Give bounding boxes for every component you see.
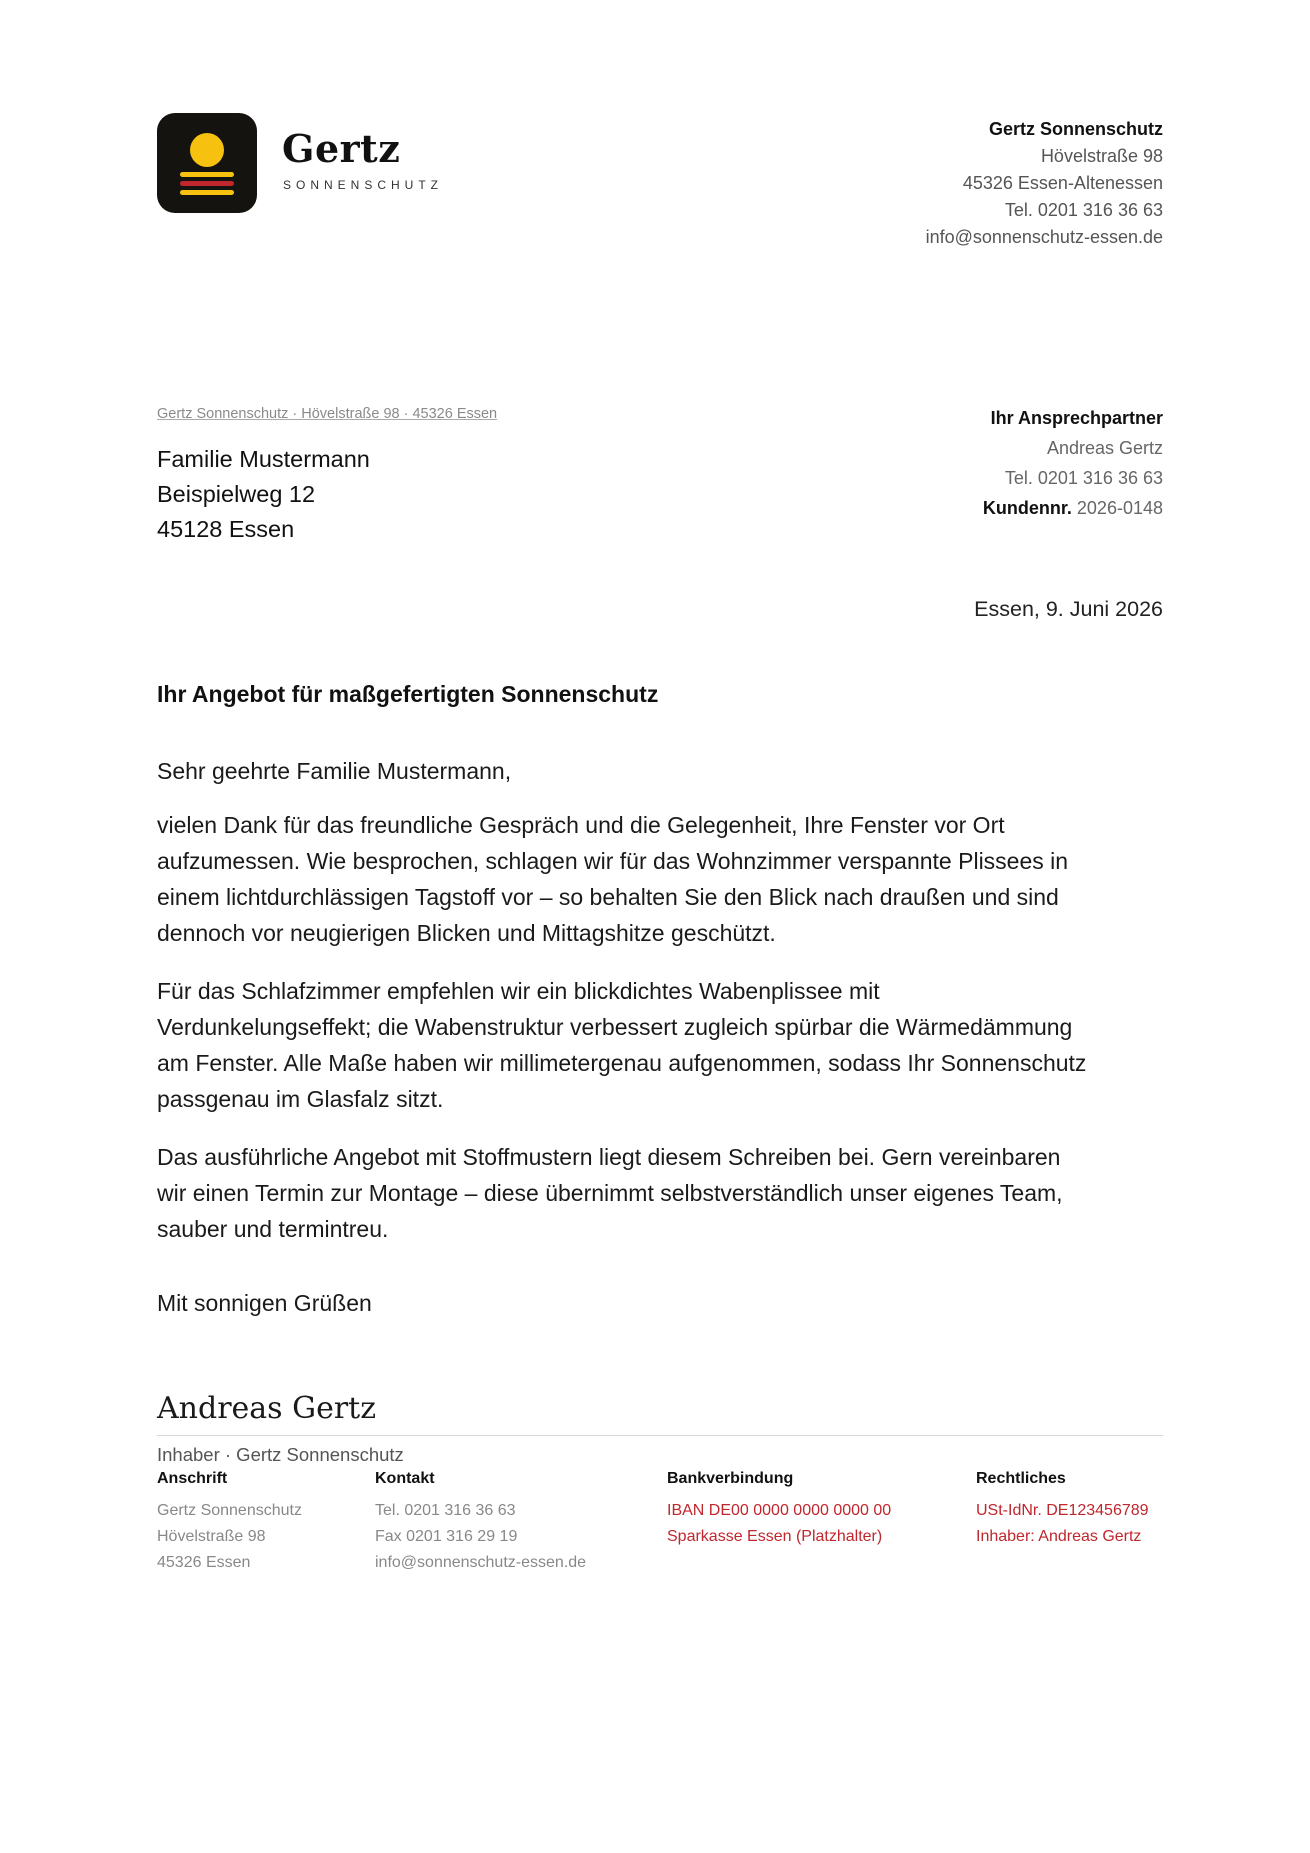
footer-line: Fax 0201 316 29 19: [375, 1528, 518, 1545]
letter-body: [157, 753, 1087, 1269]
sender-street: Hövelstraße 98: [1040, 146, 1163, 166]
letter-subject: Ihr Angebot für maßgefertigten Sonnenschutz: [157, 681, 659, 707]
footer-line: Gertz Sonnenschutz: [157, 1502, 302, 1519]
footer-line: Sparkasse Essen (Platzhalter): [667, 1528, 883, 1545]
footer-line: IBAN DE00 0000 0000 0000 00: [667, 1502, 892, 1519]
return-address-line: Gertz Sonnenschutz · Hövelstraße 98 · 45326 Essen: [157, 406, 498, 422]
brand-name: Gertz: [282, 126, 401, 171]
footer-heading: Kontakt: [375, 1470, 435, 1487]
footer-line: USt-IdNr. DE123456789: [976, 1502, 1149, 1519]
contact-person: Andreas Gertz: [1046, 438, 1163, 458]
brand-logo-icon: [157, 113, 257, 213]
contact-heading: Ihr Ansprechpartner: [990, 408, 1163, 428]
body-paragraph: Für das Schlafzimmer empfehlen wir ein blickdichtes Wabenplissee mit Verdunkelungseffekt; die Wabenstruktur verbessert zugleich spürbar die Wärmedämmung am Fenster. Alle Maße haben wir millimetergenau aufgenommen, sodass Ihr Sonnenschutz passgenau im Glasfalz sitzt.: [157, 978, 1087, 1112]
letter-date: Essen, 9. Juni 2026: [974, 597, 1163, 621]
sender-phone: Tel. 0201 316 36 63: [1004, 200, 1163, 220]
sender-email: info@sonnenschutz-essen.de: [925, 227, 1163, 247]
recipient-name: Familie Mustermann: [157, 446, 370, 472]
closing: Mit sonnigen Grüßen: [157, 1290, 372, 1316]
footer-divider: [157, 1435, 1163, 1436]
footer-heading: Bankverbindung: [667, 1470, 794, 1487]
footer-line: Hövelstraße 98: [157, 1528, 266, 1545]
body-paragraph: Das ausführliche Angebot mit Stoffmustern liegt diesem Schreiben bei. Gern vereinbaren wir einen Termin zur Montage – diese übernimmt selbstverständlich unser eigenes Team, sauber und termintreu.: [157, 1144, 1063, 1242]
contact-person-block: [983, 403, 1163, 523]
salutation: Sehr geehrte Familie Mustermann,: [157, 758, 512, 784]
footer-heading: Rechtliches: [976, 1470, 1066, 1487]
footer-line: 45326 Essen: [157, 1554, 251, 1571]
signature-role: Inhaber · Gertz Sonnenschutz: [157, 1444, 404, 1465]
footer-legal: [976, 1466, 1149, 1550]
signature-name: Andreas Gertz: [157, 1391, 377, 1426]
customer-number-label: Kundennr.: [982, 498, 1072, 518]
brand-tagline: SONNENSCHUTZ: [283, 178, 444, 192]
recipient-street: Beispielweg 12: [157, 481, 316, 507]
contact-phone: Tel. 0201 316 36 63: [1004, 468, 1163, 488]
footer-bank: [667, 1466, 891, 1550]
sender-address: [926, 116, 1163, 251]
sun-stripes-icon: [157, 113, 257, 213]
footer-line: info@sonnenschutz-essen.de: [375, 1554, 587, 1571]
recipient-city: 45128 Essen: [157, 516, 295, 542]
sender-city: 45326 Essen-Altenessen: [962, 173, 1163, 193]
footer-line: Inhaber: Andreas Gertz: [976, 1528, 1142, 1545]
footer-address: [157, 1466, 302, 1576]
customer-number-line: [983, 493, 1163, 523]
footer-contact: [375, 1466, 586, 1576]
footer-line: Tel. 0201 316 36 63: [375, 1502, 516, 1519]
recipient-address: [157, 442, 370, 547]
body-paragraph: vielen Dank für das freundliche Gespräch und die Gelegenheit, Ihre Fenster vor Ort aufzumessen. Wie besprochen, schlagen wir für das Wohnzimmer verspannte Plissees in einem lichtdurchlässigen Tagstoff vor – so behalten Sie den Blick nach draußen und sind dennoch vor neugierigen Blicken und Mittagshitze geschützt.: [157, 812, 1069, 946]
sender-company: Gertz Sonnenschutz: [988, 119, 1163, 139]
footer-heading: Anschrift: [157, 1470, 228, 1487]
customer-number: 2026-0148: [1076, 498, 1163, 518]
